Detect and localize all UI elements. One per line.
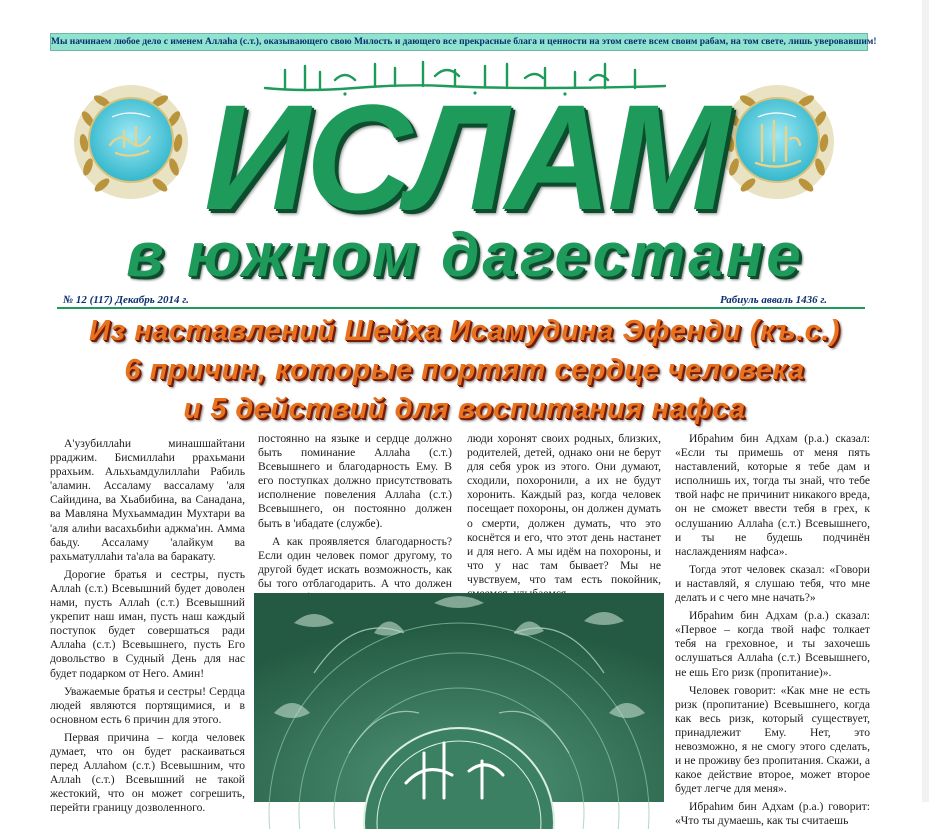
paragraph: люди хоронят своих родных, близких, родителей, детей, однако они не берут для себя урок из этого. Они думают, сходили, похоронили, а их не будут хоронить. Каждый раз, когда человек посещает похороны, он должен думать о смерти, должен думать, что это коснётся и его, что этот день настанет и для него. А мы идём на похороны, и что у нас там бывает? Мы не чувствуем, что там есть покойник, bbox=[467, 432, 661, 586]
right-medallion-emblem bbox=[718, 83, 836, 201]
paragraph: Ибраhим бин Адхам (р.а.) сказал: «Первое – когда твой нафс толкает тебя на греховное, и ты захочешь ослушаться Аллаhа (с.т.) Всевышнего, не ешь Его ризк (пропитание)». bbox=[675, 609, 870, 679]
masthead-subtitle: в южном дагестане bbox=[126, 221, 804, 290]
article-column-1 bbox=[50, 437, 245, 815]
headline-line-1: Из наставлений Шейха Исамудина Эфенди (къ.с.) bbox=[88, 315, 840, 347]
article-column-3 bbox=[467, 432, 661, 590]
masthead-tagline: Мы начинаем любое дело с именем Аллаhа (с.т.), оказывающего свою Милость и дающего все прекрасные блага и ценности на этом свете всем своим рабам, на том свете, лишь уверовавшим! bbox=[50, 33, 868, 51]
issue-number-date: № 12 (117) Декабрь 2014 г. bbox=[63, 294, 189, 306]
paragraph: Тогда этот человек сказал: «Говори и наставляй, я слушаю тебя, что мне делать и с чего мне начать?» bbox=[675, 562, 870, 605]
paragraph: Человек говорит: «Как мне не есть ризк (пропитание) Всевышнего, когда как весь ризк, который существует, принадлежит Ему. Нет, это невозможно, я не смогу этого сделать, и не проживу без пропитания. Скажи, а какое действие второе, может второе будет легче для меня». bbox=[675, 683, 870, 796]
headline-line-3: и 5 действий для воспитания нафса bbox=[183, 393, 746, 425]
article-column-2 bbox=[258, 432, 452, 590]
page-edge-shadow bbox=[922, 0, 929, 802]
paragraph: А'узубиллаhи минашшайтани рраджим. Бисмиллаhи ррахьмани ррахьим. Альхьамдулиллаhи Рабиль 'аламин. Ассаламу вассаламу 'аля Сайидина, ва Хьабибина, ва Санадана, ва Мавляна Мухьаммадин Мухтари ва 'аля алиhи васахьбиhи аджма'ин. Амма баьду. Ассаламу 'алайкум ва рахьматуллаhи та'ала ва баракату. bbox=[50, 437, 245, 563]
calligraphy-ornament-image bbox=[254, 593, 664, 802]
paragraph: Ибраhим бин Адхам (р.а.) говорит: «Что ты думаешь, как ты считаешь bbox=[675, 800, 870, 828]
paragraph: Дорогие братья и сестры, пусть Аллаh (с.т.) Всевышний будет доволен нами, пусть Аллаh (с.т.) Всевышний укрепит наш иман, пусть наш каждый поступок будет совершаться ради Аллаhа (с.т.) Всевышнего, пусть Его довольство в Судный День для нас будет подарком от Него. Амин! bbox=[50, 567, 245, 680]
paragraph: постоянно на языке и сердце должно быть поминание Аллаhа (с.т.) Всевышнего и благодарность Ему. В его поступках должно присутствовать исполнение повеления Аллаhа (с.т.) Всевышнего, он постоянно должен быть в 'ибадате (службе). bbox=[258, 432, 452, 530]
paragraph: Первая причина – когда человек думает, что он будет раскаиваться перед Аллаhом (с.т.) Всевышним, что Аллаh (с.т.) Всевышний не такой жестокий, что он может согрешить, перейти границу дозволенного. bbox=[50, 730, 245, 815]
paragraph: А как проявляется благодарность? Если один человек помог другому, то другой будет искать возможность, как бы того отблагодарить. А что должен bbox=[258, 534, 452, 590]
left-medallion-emblem bbox=[72, 83, 190, 201]
masthead-title: ИСЛАМ bbox=[204, 73, 726, 241]
paragraph: Ибраhим бин Адхам (р.а.) сказал: «Если ты примешь от меня пять наставлений, которые я тебе дам и исполнишь их, тогда ты знай, что тебе твой нафс не причинит никакого вреда, он не сможет ввести тебя в грех, к ослушанию Аллаhа (с.т.) Всевышнего, и ты не будешь подчинён наслаждениям нафса». bbox=[675, 432, 870, 558]
paragraph: Уважаемые братья и сестры! Сердца людей являются портящимися, и в основном есть 6 причин для этого. bbox=[50, 684, 245, 726]
headline-line-2: 6 причин, которые портят сердце человека bbox=[124, 354, 805, 386]
masthead-divider bbox=[57, 307, 865, 309]
article-column-4 bbox=[675, 432, 870, 828]
hijri-date: Рабиуль авваль 1436 г. bbox=[720, 294, 828, 306]
